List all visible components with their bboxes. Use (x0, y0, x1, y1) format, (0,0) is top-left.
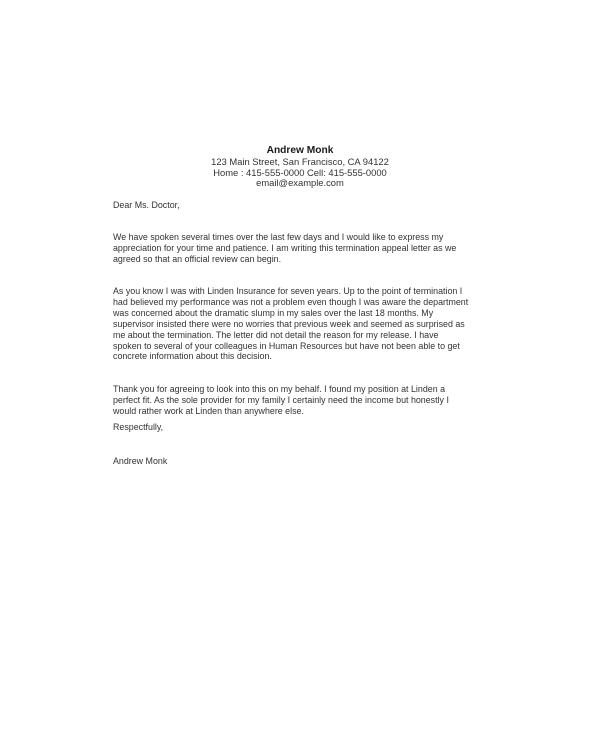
sender-name: Andrew Monk (266, 145, 334, 156)
sender-phones: Home : 415-555-0000 Cell: 415-555-0000 (213, 166, 387, 178)
paragraph-1-line: appreciation for your time and patience. I am writing this termination appeal letter as we (113, 242, 457, 253)
paragraph-2-line: concrete information about this decision. (113, 351, 272, 362)
paragraph-3 (113, 384, 503, 417)
paragraph-3-line: Thank you for agreeing to look into this on my behalf. I found my position at Linden a (113, 384, 446, 394)
paragraph-2-line: supervisor insisted there were no worries that previous week and seemed as surprised as (113, 318, 465, 329)
paragraph-3-line: perfect fit. As the sole provider for my family I certainly need the income but honestly I (113, 394, 449, 405)
paragraph-2-line: me about the termination. The letter did not detail the reason for my release. I have (113, 329, 439, 340)
paragraph-2 (113, 286, 503, 362)
paragraph-2-line: As you know I was with Linden Insurance for seven years. Up to the point of termination I (113, 286, 463, 296)
sender-address: 123 Main Street, San Francisco, CA 94122 (211, 156, 389, 168)
paragraph-2-line: was concerned about the dramatic slump in my sales over the last 18 months. My (113, 307, 434, 318)
paragraph-1-line: agreed so that an official review can begin. (113, 253, 282, 264)
paragraph-3-line: would rather work at Linden than anywhere else. (113, 405, 304, 416)
paragraph-2-line: spoken to several of your colleagues in Human Resources but have not been able to get (113, 340, 460, 351)
letter-greeting: Dear Ms. Doctor, (113, 200, 180, 210)
paragraph-1 (113, 232, 503, 265)
letter-closing: Respectfully, (113, 422, 164, 432)
sender-email: email@example.com (256, 177, 344, 189)
letter-header (0, 146, 600, 189)
paragraph-2-line: had believed my performance was not a problem even though I was aware the department (113, 296, 469, 307)
paragraph-1-line: We have spoken several times over the last few days and I would like to express my (113, 232, 444, 242)
letter-signature: Andrew Monk (113, 456, 168, 466)
